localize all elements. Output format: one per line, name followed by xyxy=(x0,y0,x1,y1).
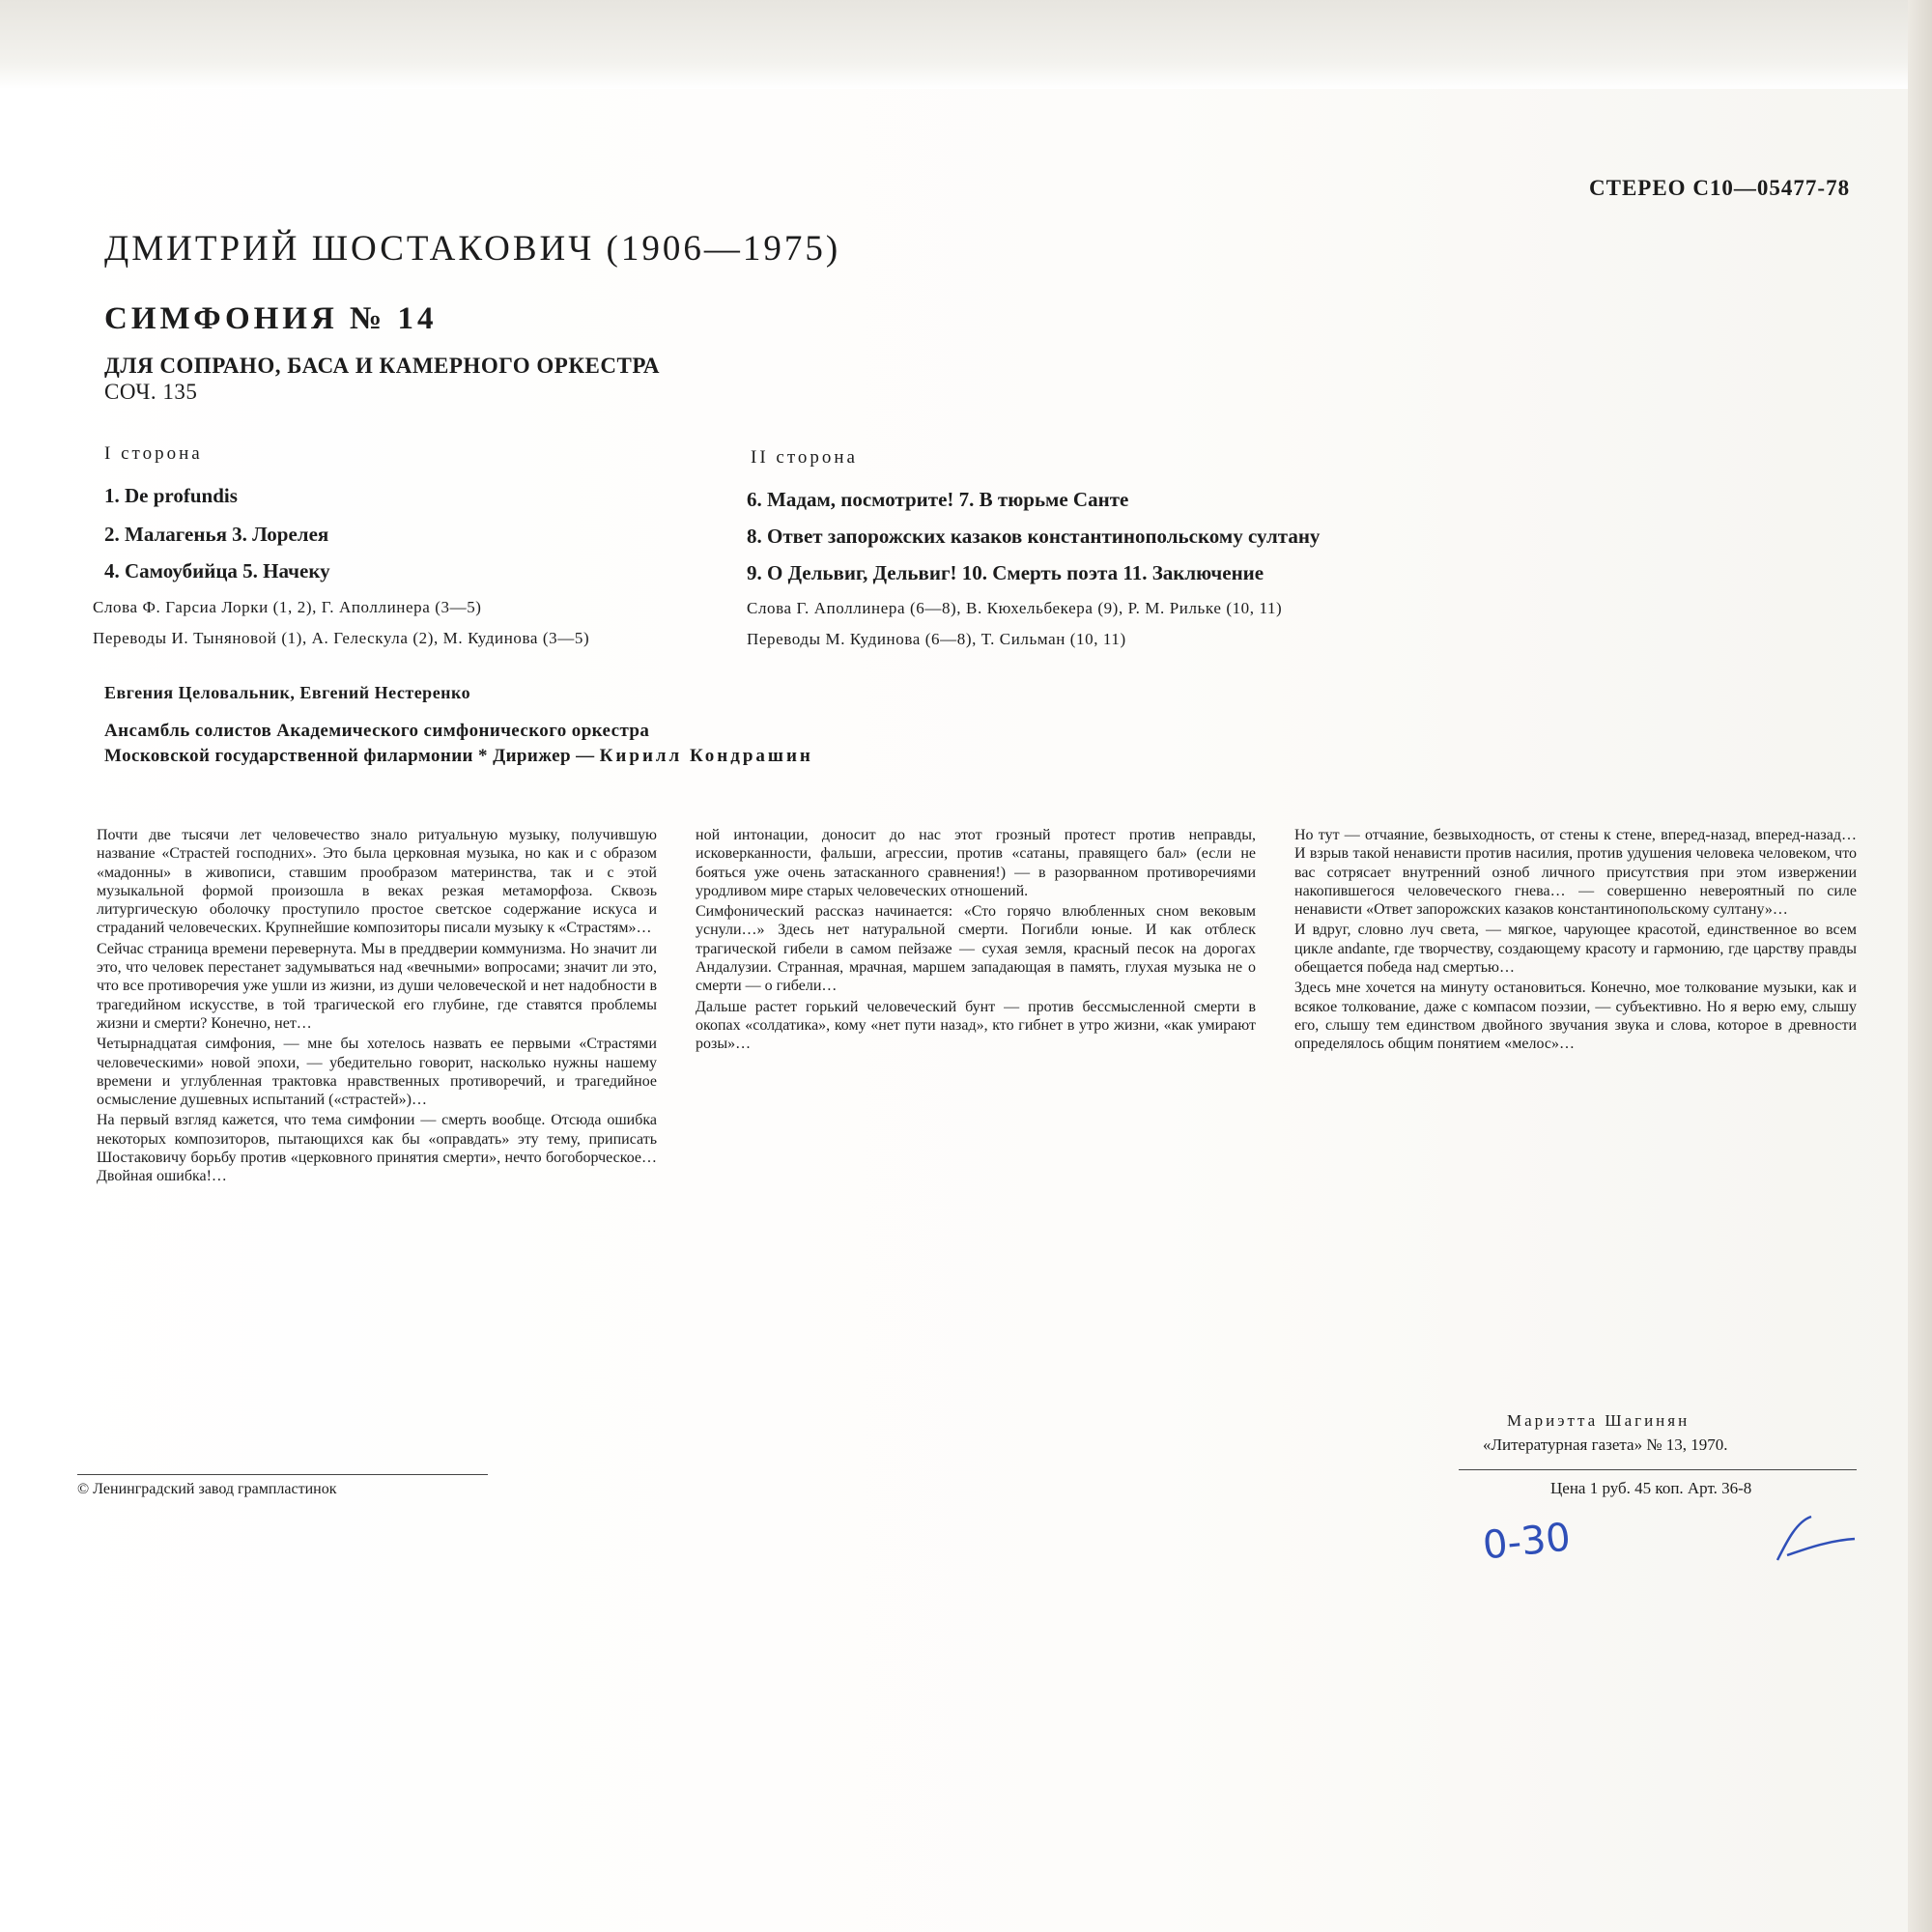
side-2-translations-credit: Переводы М. Кудинова (6—8), Т. Сильман (10, 11) xyxy=(747,630,1126,648)
side-2-words-credit: Слова Г. Аполлинера (6—8), В. Кюхельбекера (9), Р. М. Рильке (10, 11) xyxy=(747,599,1283,617)
essay-paragraph: Здесь мне хочется на минуту остановиться. Конечно, мое толкование музыки, как и всякое толкование, даже с компасом поэзии, — субъективно. Но я верю ему, слышу его, слышу тем единством двойного звучания звука и слова, которое в древности определялось общим понятием «мелос»… xyxy=(1294,980,1857,1053)
essay-column-1 xyxy=(97,826,657,1560)
essay-author: Мариэтта Шагинян xyxy=(1507,1411,1690,1430)
ensemble-credit-line-2 xyxy=(104,746,813,767)
opus-number: СОЧ. 135 xyxy=(104,380,198,404)
essay-paragraph: На первый взгляд кажется, что тема симфонии — смерть вообще. Отсюда ошибка некоторых композиторов, пытающихся как бы «оправдать» эту тему, приписать Шостаковичу борьбу против «церковного принятия смерти», нечто богоборческое… Двойная ошибка!… xyxy=(97,1112,657,1185)
side-2-track: 6. Мадам, посмотрите! 7. В тюрьме Санте xyxy=(747,488,1129,511)
scan-top-shadow xyxy=(0,0,1908,89)
side-1-track: 2. Малагенья 3. Лорелея xyxy=(104,523,329,546)
side-1-track: 1. De profundis xyxy=(104,484,238,507)
work-title: СИМФОНИЯ № 14 xyxy=(104,301,438,336)
side-2-track: 9. О Дельвиг, Дельвиг! 10. Смерть поэта 11. Заключение xyxy=(747,561,1264,584)
essay-paragraph: Почти две тысячи лет человечество знало ритуальную музыку, получившую название «Страстей господних». Это была церковная музыка, но как и с образом «мадонны» в живописи, ставшим прообразом материнства, так и с этой музыкальной формой произошла в веках резкая метаморфоза. Сквозь литургическую оболочку проступило простое светское содержание искуса и страданий человеческих. Крупнейшие композиторы писали музыку к «Страстям»… xyxy=(97,827,657,937)
catalog-number: СТЕРЕО С10—05477-78 xyxy=(1589,176,1851,200)
side-1-track: 4. Самоубийца 5. Начеку xyxy=(104,559,330,582)
essay-paragraph: Четырнадцатая симфония, — мне бы хотелось назвать ее первыми «Страстями человеческими» новой эпохи, — убедительно говорит, насколько нужны нашему времени и углубленная трактовка нравственных противоречий, и трагедийное осмысление душевных испытаний («страстей»)… xyxy=(97,1036,657,1109)
essay-paragraph: Но тут — отчаяние, безвыходность, от стены к стене, вперед-назад, вперед-назад… И взрыв такой ненависти против насилия, против удушения человека человеком, что вас сотрясает внутренний озноб личного присутствия при этом извержении накопившегося человеческого гнева… — совершенно невероятный по силе ненависти «Ответ запорожских казаков константинопольскому султану»… xyxy=(1294,827,1857,919)
ensemble-credit: Ансамбль солистов Академического симфонического оркестра xyxy=(104,721,650,741)
essay-paragraph: Дальше растет горький человеческий бунт — против бессмысленной смерти в окопах «солдатика», кому «нет пути назад», кто гибнет в утро жизни, «как умирают розы»… xyxy=(696,998,1256,1053)
essay-paragraph: И вдруг, словно луч света, — мягкое, чарующее красотой, единственное во всем цикле andante, где творчеству, создающему красоту и гармонию, где царству правды обещается победа над смертью… xyxy=(1294,922,1857,977)
soloists-credit: Евгения Целовальник, Евгений Нестеренко xyxy=(104,683,471,702)
conductor-name: Кирилл Кондрашин xyxy=(599,746,813,766)
essay-column-3 xyxy=(1294,826,1857,1396)
price-divider xyxy=(1459,1469,1857,1470)
side-1-label: I сторона xyxy=(104,443,203,464)
copyright-notice: © Ленинградский завод грампластинок xyxy=(77,1481,337,1497)
essay-paragraph: Сейчас страница времени перевернута. Мы в преддверии коммунизма. Но значит ли это, что человек перестанет задумываться над «вечными» вопросами; значит ли это, что все противоречия уже ушли из жизни, из души человеческой и нет надобности в трагедийном искусстве, в той трагической его глубине, где ставятся проблемы жизни и смерти? Конечно, нет… xyxy=(97,940,657,1032)
essay-source: «Литературная газета» № 13, 1970. xyxy=(1483,1435,1728,1454)
handwritten-price-note: 0-30 xyxy=(1480,1515,1573,1569)
side-2-label: II сторона xyxy=(751,447,858,468)
pen-scribble-icon xyxy=(1758,1512,1864,1570)
price-label: Цена 1 руб. 45 коп. Арт. 36-8 xyxy=(1550,1479,1752,1497)
essay-column-2 xyxy=(696,826,1256,1579)
work-subtitle: ДЛЯ СОПРАНО, БАСА И КАМЕРНОГО ОРКЕСТРА xyxy=(104,354,661,378)
sleeve-edge xyxy=(1908,0,1932,1932)
ensemble-and-conductor-label: Московской государственной филармонии * Дирижер — xyxy=(104,746,600,766)
composer-heading: ДМИТРИЙ ШОСТАКОВИЧ (1906—1975) xyxy=(104,229,841,269)
essay-paragraph: Симфонический рассказ начинается: «Сто горячо влюбленных сном вековым уснули…» Здесь нет натуральной смерти. Погибли юные. И как отблеск трагической гибели в самом пейзаже — сухая земля, красный песок на дорогах Андалузии. Странная, мрачная, маршем западающая в память, глухая музыка не о смерти — о гибели… xyxy=(696,903,1256,995)
side-1-words-credit: Слова Ф. Гарсиа Лорки (1, 2), Г. Аполлинера (3—5) xyxy=(93,598,482,616)
essay-paragraph: ной интонации, доносит до нас этот грозный протест против неправды, исковерканности, фальши, агрессии, против «сатаны, правящего бал» (если не бояться уже очень затасканного сравнения!) — в разорванном противоречиями уродливом мире старых человеческих отношений. xyxy=(696,827,1256,899)
side-2-track: 8. Ответ запорожских казаков константинопольскому султану xyxy=(747,525,1321,548)
copyright-divider xyxy=(77,1474,488,1475)
side-1-translations-credit: Переводы И. Тыняновой (1), А. Гелескула (2), М. Кудинова (3—5) xyxy=(93,629,590,647)
